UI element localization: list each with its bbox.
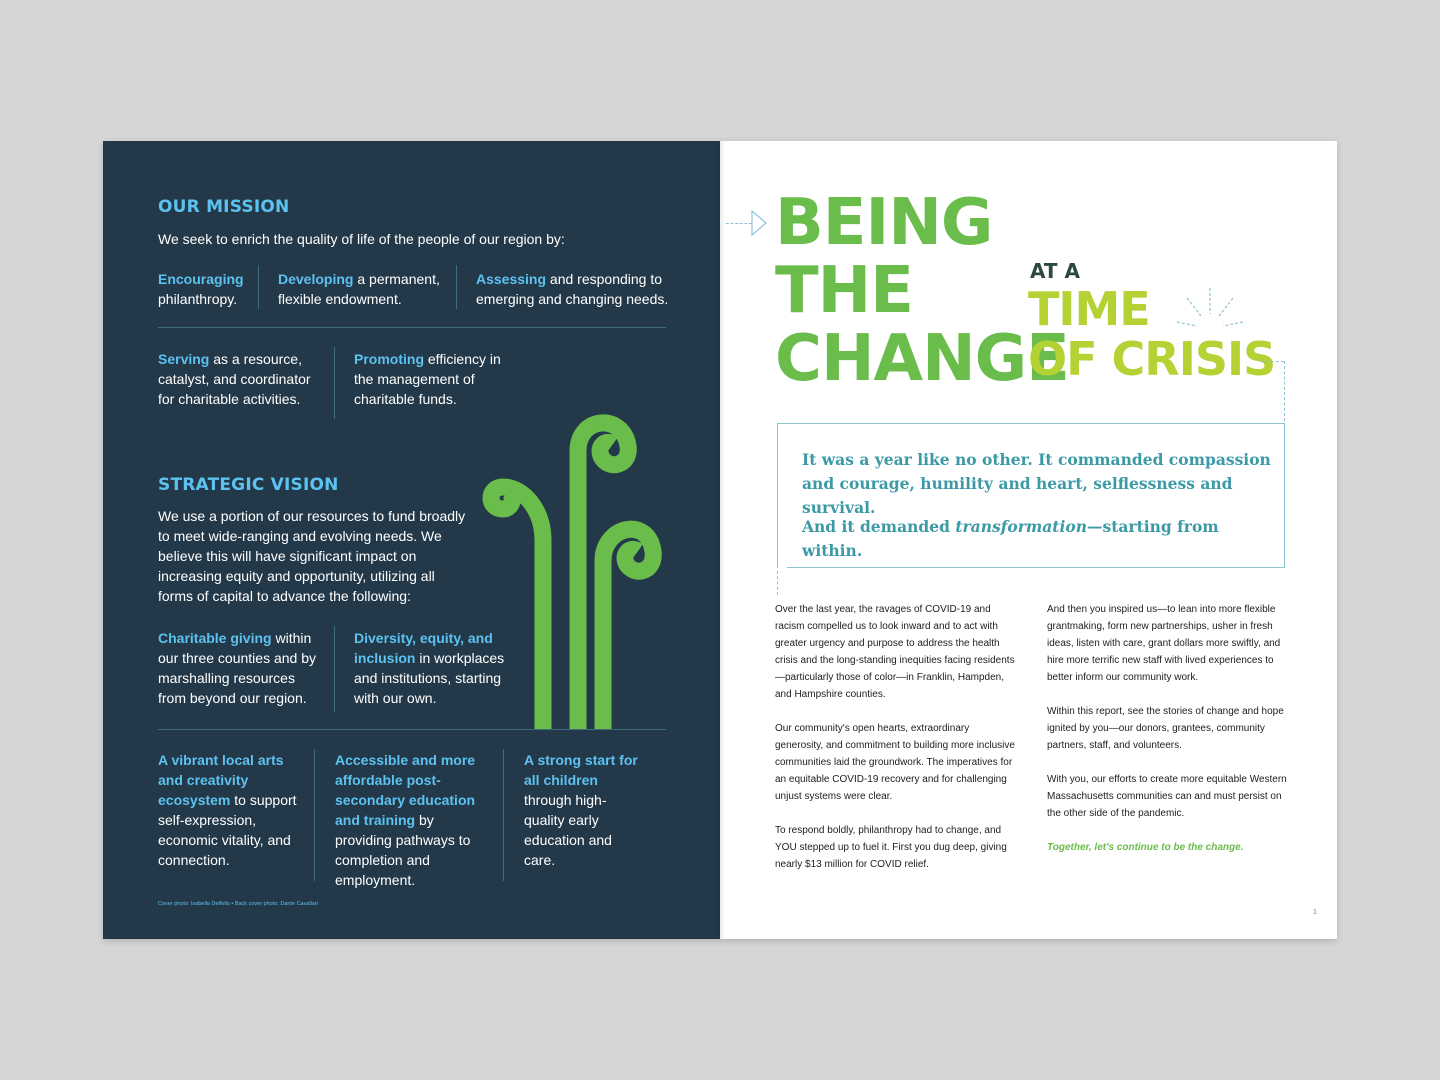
title-of-crisis: OF CRISIS (1028, 332, 1276, 386)
paragraph: To respond boldly, philanthropy had to change, and YOU stepped up to fuel it. First you dug deep, giving nearly $13 million for COVID relief. (775, 825, 1007, 870)
title-time: TIME (1028, 282, 1150, 336)
mission-item-serving: Serving as a resource, catalyst, and coordinator for charitable activities. (158, 351, 311, 407)
divider (258, 265, 259, 309)
vision-item-arts: A vibrant local arts and creativity ecosystem to support self-expression, economic vitality, and connection. (158, 752, 297, 868)
photo-credits: Cover photo: Isabella Delfolio • Back cover photo: Dante Cavallari (158, 901, 318, 907)
dashed-line (777, 571, 778, 595)
arrow-right-icon (750, 209, 768, 237)
right-page (720, 141, 1337, 939)
title-change: CHANGE (775, 322, 1069, 396)
paragraph: Over the last year, the ravages of COVID-19 and racism compelled us to look inward and to act with greater urgency and purpose to address the health crisis and the long-standing inequities facing residents—particularly those of color—in Franklin, Hampden, and Hampshire counties. (775, 604, 1015, 700)
quote-frame-bottom (787, 567, 1284, 568)
divider (334, 626, 335, 712)
dashed-line (1284, 361, 1285, 421)
quote-line-1: It was a year like no other. It commanded compassion and courage, humility and heart, selflessness and survival. (802, 450, 1271, 517)
paragraph: And then you inspired us—to lean into more flexible grantmaking, form new partnerships, usher in fresh ideas, listen with care, grant dollars more swiftly, and hire more terrific new staff with lived experiences to better inform our community work. (1047, 604, 1281, 683)
divider (334, 347, 335, 419)
body-column-1 (775, 601, 1015, 890)
vision-heading: STRATEGIC VISION (158, 475, 339, 495)
divider (503, 749, 504, 881)
title-being: BEING (775, 186, 993, 260)
report-spread (103, 141, 1337, 939)
vision-item-diversity: Diversity, equity, and inclusion in workplaces and institutions, starting with our own. (354, 630, 505, 706)
divider (314, 749, 315, 881)
vision-item-charitable-giving: Charitable giving within our three counties and by marshalling resources from beyond our region. (158, 630, 316, 706)
dashed-line (726, 223, 752, 224)
left-page (103, 141, 720, 939)
paragraph: Within this report, see the stories of change and hope ignited by you—our donors, grantees, community partners, staff, and volunteers. (1047, 706, 1284, 751)
paragraph: Our community's open hearts, extraordinary generosity, and commitment to building more inclusive communities laid the groundwork. The imperatives for an equitable COVID-19 recovery and for challenging unjust systems were clear. (775, 723, 1015, 802)
mission-heading: OUR MISSION (158, 197, 290, 217)
body-column-2 (1047, 601, 1287, 873)
vision-item-children: A strong start for all children through high-quality early education and care. (524, 752, 638, 868)
vision-item-education: Accessible and more affordable post-secondary education and training by providing pathways to completion and employment. (335, 752, 476, 888)
paragraph: With you, our efforts to create more equitable Western Massachusetts communities can and must persist on the other side of the pandemic. (1047, 774, 1287, 819)
title-the: THE (775, 254, 913, 328)
quote-line-2: And it demanded transformation—starting from within. (802, 517, 1219, 560)
closing-tagline: Together, let's continue to be the change. (1047, 842, 1244, 853)
dashed-line (1260, 361, 1284, 362)
mission-item-assessing: Assessing and responding to emerging and changing needs. (476, 271, 669, 307)
vision-intro: We use a portion of our resources to fund broadly to meet wide-ranging and evolving needs. We believe this will have significant impact on increasing equity and opportunity, utilizing all forms of capital to advance the following: (158, 508, 466, 604)
page-number: 1 (1313, 909, 1317, 916)
title-at-a: AT A (1030, 259, 1081, 283)
divider (158, 327, 666, 328)
mission-item-promoting: Promoting efficiency in the management of charitable funds. (354, 351, 501, 407)
sparkle-icon (1175, 286, 1245, 336)
divider (456, 265, 457, 309)
mission-item-encouraging: Encouraging philanthropy. (158, 271, 244, 307)
spine-shadow (715, 141, 725, 939)
divider (158, 729, 666, 730)
mission-intro: We seek to enrich the quality of life of the people of our region by: (158, 231, 565, 247)
mission-item-developing: Developing a permanent, flexible endowment. (278, 271, 440, 307)
